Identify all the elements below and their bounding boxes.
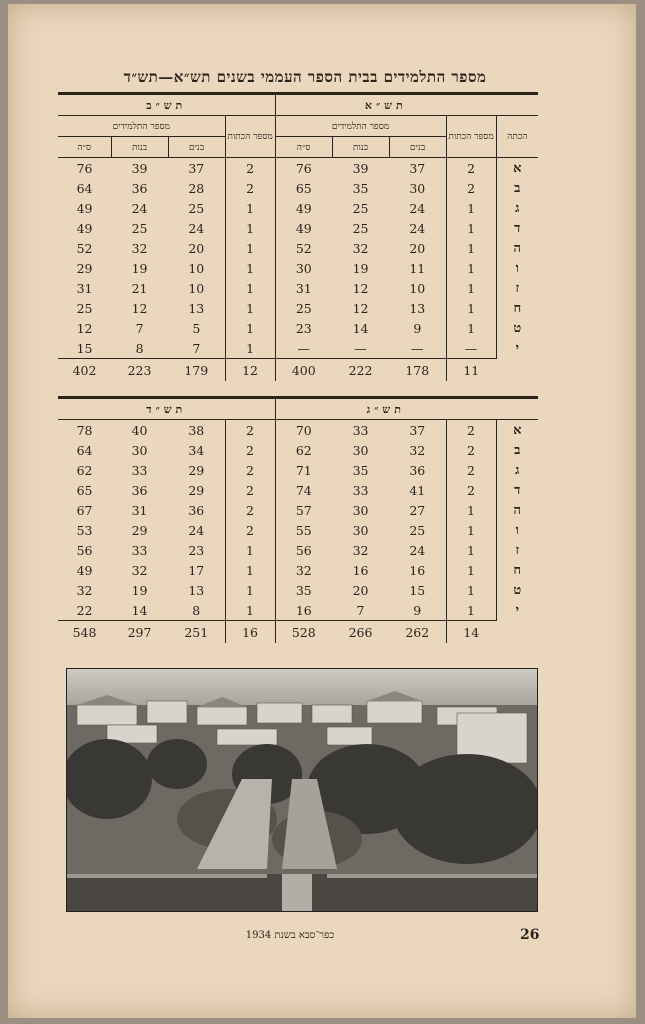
girls-cell: 32	[352, 240, 369, 256]
girls-cell: —	[354, 340, 367, 356]
total-cell: 32	[76, 582, 93, 598]
girls-cell: 35	[352, 462, 369, 478]
boys-cell: 13	[188, 582, 205, 598]
classes-cell: 2	[446, 178, 496, 198]
girls-cell: 30	[352, 522, 369, 538]
girls-header: בנות	[332, 137, 389, 158]
table-row	[58, 460, 538, 480]
girls-total: 222	[332, 359, 389, 382]
boys-cell: 24	[188, 522, 205, 538]
total-cell: 62	[275, 440, 332, 460]
grade-header: הכתה	[496, 116, 538, 158]
classes-cell: 1	[225, 318, 275, 338]
boys-cell: —	[411, 340, 424, 356]
town-photograph	[66, 668, 538, 912]
table-row	[58, 278, 538, 298]
classes-header: מספר הכתות	[446, 116, 496, 158]
girls-cell: 31	[131, 502, 148, 518]
girls-cell: 40	[131, 422, 148, 438]
boys-cell: 9	[413, 320, 422, 336]
total-cell: 64	[76, 442, 93, 458]
classes-cell: 1	[446, 298, 496, 318]
totals-spacer	[496, 359, 538, 382]
grade-cell: ט	[496, 580, 538, 600]
classes-cell: 1	[225, 540, 275, 560]
girls-cell: 39	[352, 160, 369, 176]
classes-cell: 2	[225, 480, 275, 500]
students-table-1943-1944	[58, 396, 538, 643]
total-cell: 57	[275, 500, 332, 520]
boys-total: 179	[168, 359, 225, 382]
classes-cell: 2	[446, 158, 496, 179]
girls-cell: 19	[352, 260, 369, 276]
girls-cell: 33	[131, 462, 148, 478]
classes-cell: 1	[446, 600, 496, 621]
classes-cell: 1	[446, 500, 496, 520]
girls-cell: 19	[131, 260, 148, 276]
boys-cell: 10	[409, 280, 426, 296]
total-cell: 12	[76, 320, 93, 336]
classes-cell: 1	[446, 318, 496, 338]
boys-cell: 30	[409, 180, 426, 196]
total-cell: 16	[275, 600, 332, 621]
table-row	[58, 238, 538, 258]
boys-cell: 11	[409, 260, 426, 276]
totals-row	[58, 359, 538, 382]
boys-total: 262	[389, 621, 446, 644]
total-cell: 25	[76, 300, 93, 316]
boys-cell: 41	[409, 482, 426, 498]
boys-cell: 13	[409, 300, 426, 316]
grade-cell: ג	[496, 198, 538, 218]
classes-cell: 2	[446, 440, 496, 460]
total-cell: 32	[275, 560, 332, 580]
girls-cell: 32	[131, 240, 148, 256]
girls-cell: 14	[131, 602, 148, 618]
grade-cell: י	[496, 600, 538, 621]
girls-cell: 33	[131, 542, 148, 558]
grade-cell: ב	[496, 440, 538, 460]
grade-cell: ד	[496, 218, 538, 238]
total-cell: 49	[275, 218, 332, 238]
girls-cell: 35	[352, 180, 369, 196]
classes-cell: 1	[446, 218, 496, 238]
boys-cell: 38	[188, 422, 205, 438]
total-cell: 49	[76, 220, 93, 236]
girls-cell: 12	[352, 300, 369, 316]
classes-cell: 1	[225, 298, 275, 318]
grade-cell: ו	[496, 258, 538, 278]
boys-cell: 24	[409, 220, 426, 236]
page-title: מספר התלמידים בבית הספר העממי בשנים תש״א—תש״ד	[123, 68, 487, 86]
total-cell: 29	[76, 260, 93, 276]
boys-cell: 37	[409, 160, 426, 176]
table-row	[58, 540, 538, 560]
total-cell: 15	[76, 340, 93, 356]
total-cell: 74	[275, 480, 332, 500]
boys-total: 178	[389, 359, 446, 382]
total-cell: 65	[76, 482, 93, 498]
boys-header: בנים	[389, 137, 446, 158]
boys-cell: 20	[188, 240, 205, 256]
boys-cell: 24	[409, 200, 426, 216]
grade-cell: ה	[496, 500, 538, 520]
total-cell: 56	[76, 542, 93, 558]
total-cell: 76	[275, 158, 332, 179]
girls-total: 223	[111, 359, 168, 382]
girls-cell: 19	[131, 582, 148, 598]
total-cell: 62	[76, 462, 93, 478]
grand-total: 548	[58, 621, 111, 644]
total-cell: 31	[275, 278, 332, 298]
girls-cell: 33	[352, 482, 369, 498]
grade-header-spacer	[496, 398, 538, 420]
girls-cell: 29	[131, 522, 148, 538]
total-header: ס״ה	[275, 137, 332, 158]
girls-cell: 39	[131, 160, 148, 176]
total-cell: 49	[76, 200, 93, 216]
boys-total: 251	[168, 621, 225, 644]
classes-cell: 1	[446, 520, 496, 540]
classes-cell: 2	[446, 480, 496, 500]
grade-cell: ז	[496, 278, 538, 298]
boys-cell: 36	[188, 502, 205, 518]
grade-header-spacer	[496, 94, 538, 116]
total-cell: 23	[275, 318, 332, 338]
classes-cell: 1	[225, 238, 275, 258]
boys-cell: 36	[409, 462, 426, 478]
girls-cell: 36	[131, 482, 148, 498]
table-row	[58, 178, 538, 198]
boys-cell: 24	[188, 220, 205, 236]
boys-cell: 24	[409, 542, 426, 558]
total-cell: 49	[275, 198, 332, 218]
classes-cell: 1	[446, 198, 496, 218]
grand-total: 400	[275, 359, 332, 382]
classes-total: 16	[225, 621, 275, 644]
boys-cell: 29	[188, 462, 205, 478]
year-header-left: תש״ד	[58, 398, 275, 420]
grade-cell: י	[496, 338, 538, 359]
totals-row	[58, 621, 538, 644]
classes-cell: 1	[225, 580, 275, 600]
girls-cell: 12	[131, 300, 148, 316]
table-row	[58, 218, 538, 238]
students-header: מספר התלמידים	[275, 116, 446, 137]
classes-cell: 2	[225, 158, 275, 179]
classes-cell: 1	[225, 560, 275, 580]
grade-cell: ח	[496, 560, 538, 580]
year-header-right: תש״א	[275, 94, 496, 116]
grand-total: 528	[275, 621, 332, 644]
classes-cell: 2	[225, 440, 275, 460]
total-cell: 71	[275, 460, 332, 480]
total-cell: 76	[76, 160, 93, 176]
boys-cell: 34	[188, 442, 205, 458]
girls-cell: 32	[131, 562, 148, 578]
classes-cell: 1	[446, 580, 496, 600]
classes-cell: 1	[225, 600, 275, 621]
total-cell: 56	[275, 540, 332, 560]
grade-cell: ו	[496, 520, 538, 540]
classes-total: 11	[446, 359, 496, 382]
classes-header: מספר הכתות	[225, 116, 275, 158]
table-row	[58, 198, 538, 218]
table-row	[58, 520, 538, 540]
classes-cell: 2	[225, 460, 275, 480]
table-row	[58, 420, 538, 441]
total-cell: 78	[76, 422, 93, 438]
boys-cell: 5	[192, 320, 201, 336]
classes-cell: 1	[446, 560, 496, 580]
photo-image	[67, 669, 537, 911]
grade-cell: ח	[496, 298, 538, 318]
boys-header: בנים	[168, 137, 225, 158]
classes-cell: 2	[225, 500, 275, 520]
girls-cell: 20	[352, 582, 369, 598]
table-row	[58, 440, 538, 460]
girls-cell: 30	[131, 442, 148, 458]
girls-cell: 7	[356, 602, 365, 618]
total-cell: 22	[76, 602, 93, 618]
grade-cell: א	[496, 158, 538, 179]
girls-cell: 33	[352, 422, 369, 438]
total-cell: 30	[275, 258, 332, 278]
grade-cell: ט	[496, 318, 538, 338]
girls-cell: 7	[135, 320, 144, 336]
boys-cell: 13	[188, 300, 205, 316]
boys-cell: 20	[409, 240, 426, 256]
girls-total: 297	[111, 621, 168, 644]
grade-cell: ה	[496, 238, 538, 258]
table-row	[58, 600, 538, 621]
total-cell: 49	[76, 562, 93, 578]
girls-cell: 8	[135, 340, 144, 356]
girls-cell: 30	[352, 442, 369, 458]
classes-cell: 2	[225, 520, 275, 540]
table-row	[58, 560, 538, 580]
total-cell: 31	[76, 280, 93, 296]
boys-cell: 8	[192, 602, 201, 618]
boys-cell: 16	[409, 562, 426, 578]
year-header-right: תש״ג	[275, 398, 496, 420]
classes-cell: 1	[225, 338, 275, 359]
classes-cell: 1	[446, 238, 496, 258]
classes-cell: 2	[446, 460, 496, 480]
girls-total: 266	[332, 621, 389, 644]
year-header-left: תש״ב	[58, 94, 275, 116]
boys-cell: 23	[188, 542, 205, 558]
boys-cell: 25	[188, 200, 205, 216]
classes-total: 14	[446, 621, 496, 644]
table-row	[58, 338, 538, 359]
total-cell: 25	[275, 298, 332, 318]
total-cell: 70	[275, 420, 332, 441]
boys-cell: 9	[413, 602, 422, 618]
boys-cell: 29	[188, 482, 205, 498]
photo-caption: כפר־סבא בשנת 1934	[245, 930, 335, 941]
total-cell: 52	[275, 238, 332, 258]
classes-cell: 1	[446, 540, 496, 560]
boys-cell: 17	[188, 562, 205, 578]
girls-cell: 36	[131, 180, 148, 196]
table-row	[58, 480, 538, 500]
boys-cell: 10	[188, 280, 205, 296]
classes-cell: 1	[225, 278, 275, 298]
classes-cell: 2	[225, 420, 275, 441]
grade-cell: ב	[496, 178, 538, 198]
classes-cell: 1	[225, 198, 275, 218]
page-number: 26	[520, 927, 540, 943]
boys-cell: 27	[409, 502, 426, 518]
girls-cell: 32	[352, 542, 369, 558]
girls-cell: 25	[352, 220, 369, 236]
table-row	[58, 258, 538, 278]
total-cell: 65	[275, 178, 332, 198]
girls-cell: 25	[131, 220, 148, 236]
table-row	[58, 580, 538, 600]
table-row	[58, 318, 538, 338]
classes-cell: 1	[225, 218, 275, 238]
girls-cell: 30	[352, 502, 369, 518]
girls-header: בנות	[111, 137, 168, 158]
girls-cell: 12	[352, 280, 369, 296]
classes-cell: 1	[446, 258, 496, 278]
total-cell: 35	[275, 580, 332, 600]
boys-cell: 32	[409, 442, 426, 458]
classes-cell: 2	[225, 178, 275, 198]
classes-cell: 1	[225, 258, 275, 278]
classes-total: 12	[225, 359, 275, 382]
girls-cell: 25	[352, 200, 369, 216]
grade-cell: א	[496, 420, 538, 441]
girls-cell: 16	[352, 562, 369, 578]
boys-cell: 10	[188, 260, 205, 276]
boys-cell: 25	[409, 522, 426, 538]
students-header: מספר התלמידים	[58, 116, 225, 137]
girls-cell: 24	[131, 200, 148, 216]
grade-cell: ג	[496, 460, 538, 480]
grand-total: 402	[58, 359, 111, 382]
boys-cell: 15	[409, 582, 426, 598]
boys-cell: 7	[192, 340, 201, 356]
girls-cell: 21	[131, 280, 148, 296]
totals-spacer	[496, 621, 538, 644]
grade-cell: ז	[496, 540, 538, 560]
total-cell: 64	[76, 180, 93, 196]
students-table-1941-1942	[58, 92, 538, 381]
girls-cell: 14	[352, 320, 369, 336]
table-row	[58, 298, 538, 318]
total-cell: 55	[275, 520, 332, 540]
total-header: ס״ה	[58, 137, 111, 158]
total-cell: —	[275, 338, 332, 359]
boys-cell: 28	[188, 180, 205, 196]
total-cell: 53	[76, 522, 93, 538]
classes-cell: 2	[446, 420, 496, 441]
classes-cell: 1	[446, 278, 496, 298]
boys-cell: 37	[409, 422, 426, 438]
table-row	[58, 158, 538, 179]
total-cell: 52	[76, 240, 93, 256]
table-row	[58, 500, 538, 520]
grade-cell: ד	[496, 480, 538, 500]
total-cell: 67	[76, 502, 93, 518]
classes-cell: —	[446, 338, 496, 359]
boys-cell: 37	[188, 160, 205, 176]
